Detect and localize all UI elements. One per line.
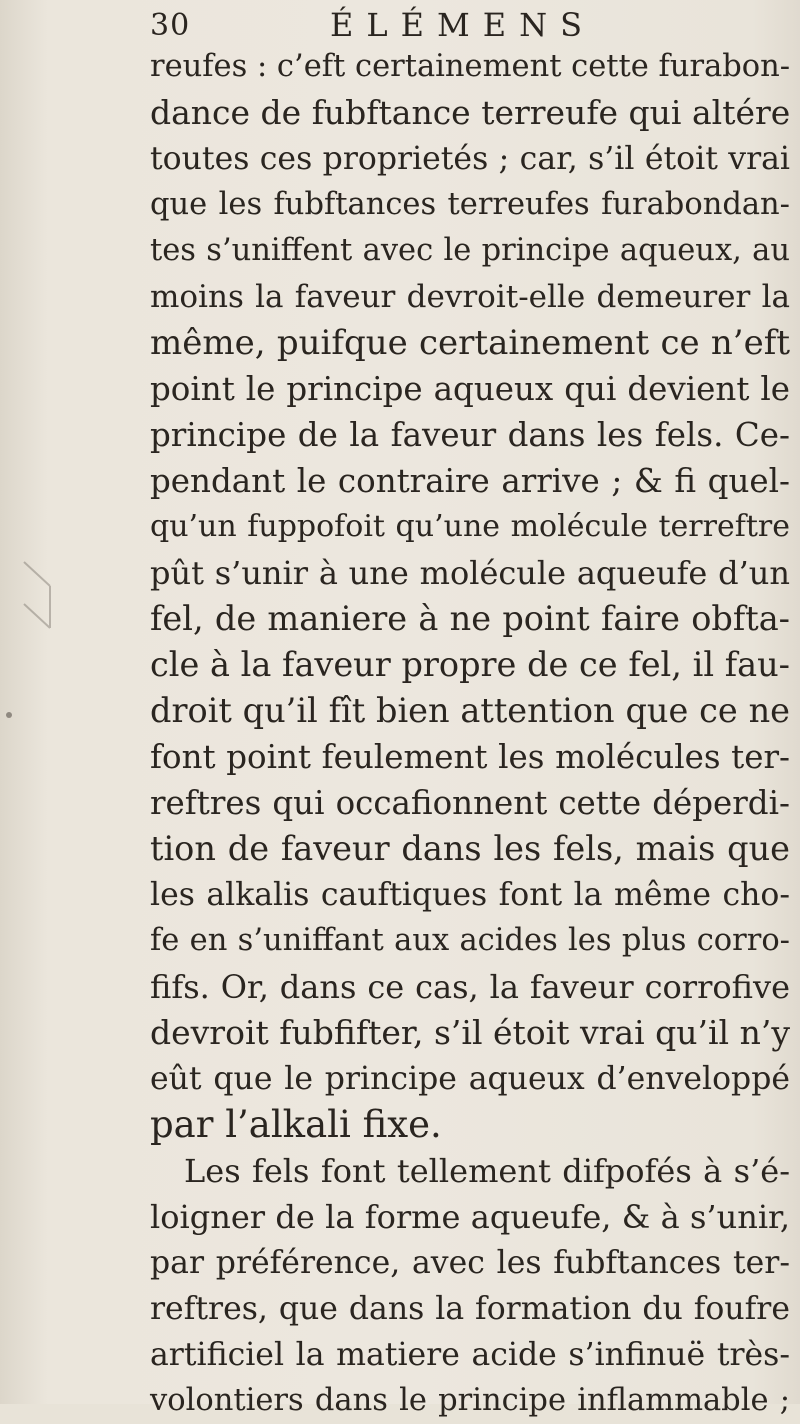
text-line: même, puifque certainement ce n’eft bbox=[150, 323, 790, 363]
text-line: eût que le principe aqueux d’enveloppé bbox=[150, 1061, 790, 1097]
text-line: principe de la faveur dans les fels. Ce- bbox=[150, 416, 790, 454]
text-line: que les fubftances terreufes furabondan- bbox=[150, 187, 790, 222]
text-line: reftres, que dans la formation du foufre bbox=[150, 1291, 790, 1327]
text-line: par préférence, avec les fubftances ter- bbox=[150, 1245, 790, 1281]
text-line: pût s’unir à une molécule aqueufe d’un bbox=[150, 554, 790, 592]
text-line: font point feulement les molécules ter- bbox=[150, 738, 790, 776]
margin-bracket-mark bbox=[20, 556, 60, 646]
body-text bbox=[150, 44, 790, 1424]
text-line: par l’alkali fixe. bbox=[150, 1103, 442, 1146]
text-line: fe en s’uniffant aux acides les plus corro- bbox=[150, 923, 790, 958]
text-line: les alkalis cauftiques font la même cho- bbox=[150, 877, 790, 913]
text-line: volontiers dans le principe inflammable ; bbox=[150, 1383, 790, 1418]
running-head: ÉLÉMENS bbox=[330, 6, 596, 44]
text-line: tion de faveur dans les fels, mais que bbox=[150, 829, 790, 868]
margin-dot bbox=[6, 712, 12, 718]
text-line: reufes : c’eft certainement cette furabon- bbox=[150, 49, 791, 84]
text-line: devroit fubfifter, s’il étoit vrai qu’il n’y bbox=[150, 1013, 790, 1052]
text-line: artificiel la matiere acide s’infinuë très- bbox=[150, 1337, 790, 1373]
text-line: droit qu’il fît bien attention que ce ne bbox=[150, 691, 790, 730]
page-number: 30 bbox=[150, 8, 191, 43]
text-line: fifs. Or, dans ce cas, la faveur corrofive bbox=[150, 968, 790, 1006]
text-line: reftres qui occafionnent cette déperdi- bbox=[150, 784, 790, 822]
text-line: fel, de maniere à ne point faire obfta- bbox=[150, 599, 790, 638]
text-line: cle à la faveur propre de ce fel, il fau- bbox=[150, 645, 790, 684]
text-line: point le principe aqueux qui devient le bbox=[150, 370, 790, 408]
text-line: dance de fubftance terreufe qui altére bbox=[150, 93, 791, 132]
text-line: moins la faveur devroit-elle demeurer la bbox=[150, 279, 790, 315]
text-line: tes s’uniffent avec le principe aqueux, au bbox=[150, 233, 790, 268]
text-line: qu’un fuppofoit qu’une molécule terreftre bbox=[150, 509, 790, 544]
paragraph-start-line: Les fels font tellement difpofés à s’é- bbox=[184, 1152, 790, 1190]
text-line: pendant le contraire arrive ; & fi quel- bbox=[150, 462, 790, 500]
text-line: toutes ces proprietés ; car, s’il étoit vrai bbox=[150, 141, 790, 177]
text-line: loigner de la forme aqueufe, & à s’unir, bbox=[150, 1198, 790, 1236]
